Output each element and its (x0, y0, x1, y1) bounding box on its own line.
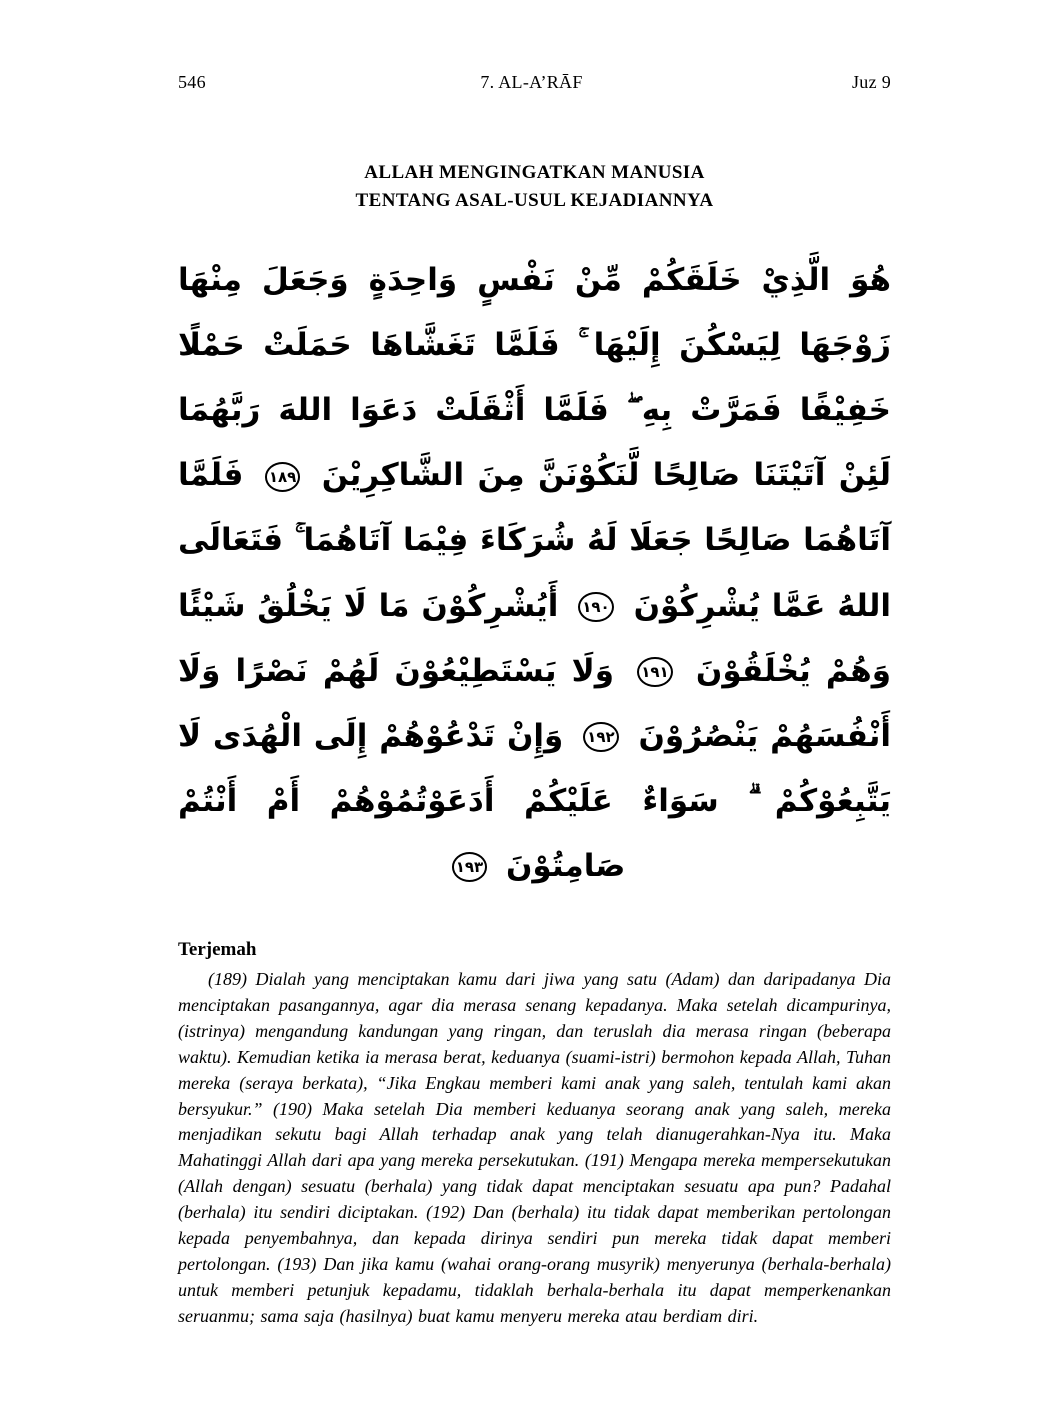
ayah-text-189: هُوَ الَّذِيْ خَلَقَكُمْ مِّنْ نَفْسٍ وَاحِدَةٍ وَجَعَلَ مِنْهَا زَوْجَهَا لِيَسْكُنَ إِلَيْهَا ۚ فَلَمَّا تَغَشَّاهَا حَمَلَتْ حَمْلًا خَفِيْفًا فَمَرَّتْ بِهِ ۖ فَلَمَّا أَثْقَلَتْ دَعَوَا اللهَ رَبَّهُمَا لَئِنْ آتَيْتَنَا صَالِحًا لَّنَكُوْنَنَّ مِنَ الشَّاكِرِيْنَ (178, 262, 891, 494)
ayah-text-190: فَلَمَّا آتَاهُمَا صَالِحًا جَعَلَا لَهُ شُرَكَاءَ فِيْمَا آتَاهُمَا ۚ فَتَعَالَى اللهُ عَمَّا يُشْرِكُوْنَ (178, 457, 891, 624)
ayah-text-191: أَيُشْرِكُوْنَ مَا لَا يَخْلُقُ شَيْئًا وَهُمْ يُخْلَقُوْنَ (178, 587, 891, 689)
ayah-number-192: ١٩٢ (583, 722, 618, 752)
ayah-number-189: ١٨٩ (265, 462, 300, 492)
page-number: 546 (178, 72, 206, 92)
quran-arabic-block (178, 248, 891, 899)
ayah-text-193: وَإِنْ تَدْعُوْهُمْ إِلَى الْهُدَى لَا يَتَّبِعُوْكُمْ ۗ سَوَاءٌ عَلَيْكُمْ أَدَعَوْتُمُوْهُمْ أَمْ أَنْتُمْ صَامِتُوْنَ (178, 717, 891, 884)
translation-section (178, 939, 891, 1330)
ayah-number-190: ١٩٠ (578, 592, 613, 622)
surah-title: 7. AL-A’RĀF (480, 72, 583, 92)
section-title (178, 159, 891, 214)
section-title-line1: ALLAH MENGINGATKAN MANUSIA (364, 162, 705, 183)
page-header (178, 72, 891, 93)
ayah-number-191: ١٩١ (637, 657, 672, 687)
section-title-line2: TENTANG ASAL-USUL KEJADIANNYA (355, 189, 714, 211)
translation-heading: Terjemah (178, 939, 257, 961)
ayah-number-193: ١٩٣ (452, 852, 487, 882)
translation-body: (189) Dialah yang menciptakan kamu dari jiwa yang satu (Adam) dan daripadanya Dia menciptakan pasangannya, agar dia merasa senang kepadanya. Maka setelah dicampurinya, (istrinya) mengandung kandungan yang ringan, dan teruslah dia merasa ringan (beberapa waktu). Kemudian ketika ia merasa berat, keduanya (suami-istri) bermohon kepada Allah, Tuhan mereka (seraya berkata), “Jika Engkau memberi kami anak yang saleh, tentulah kami akan bersyukur.” (190) Maka setelah Dia memberi keduanya seorang anak yang saleh, mereka menjadikan sekutu bagi Allah terhadap anak yang telah dianugerahkan-Nya itu. Maka Mahatinggi Allah dari apa yang mereka persekutukan. (191) Mengapa mereka mempersekutukan (Allah dengan) sesuatu (berhala) yang tidak dapat menciptakan sesuatu apa pun? Padahal (berhala) itu sendiri diciptakan. (192) Dan (berhala) itu tidak dapat memberikan pertolongan kepada penyembahnya, dan kepada dirinya sendiri pun mereka tidak dapat memberi pertolongan. (193) Dan jika kamu (wahai orang-orang musyrik) menyerunya (berhala-berhala) untuk memberi petunjuk kepadamu, tidaklah berhala-berhala itu dapat memperkenankan seruanmu; sama saja (hasilnya) buat kamu menyeru mereka atau berdiam diri. (178, 969, 891, 1326)
juz-label: Juz 9 (852, 72, 891, 92)
ayah-text-192: وَلَا يَسْتَطِيْعُوْنَ لَهُمْ نَصْرًا وَلَا أَنْفُسَهُمْ يَنْصُرُوْنَ (178, 652, 892, 754)
